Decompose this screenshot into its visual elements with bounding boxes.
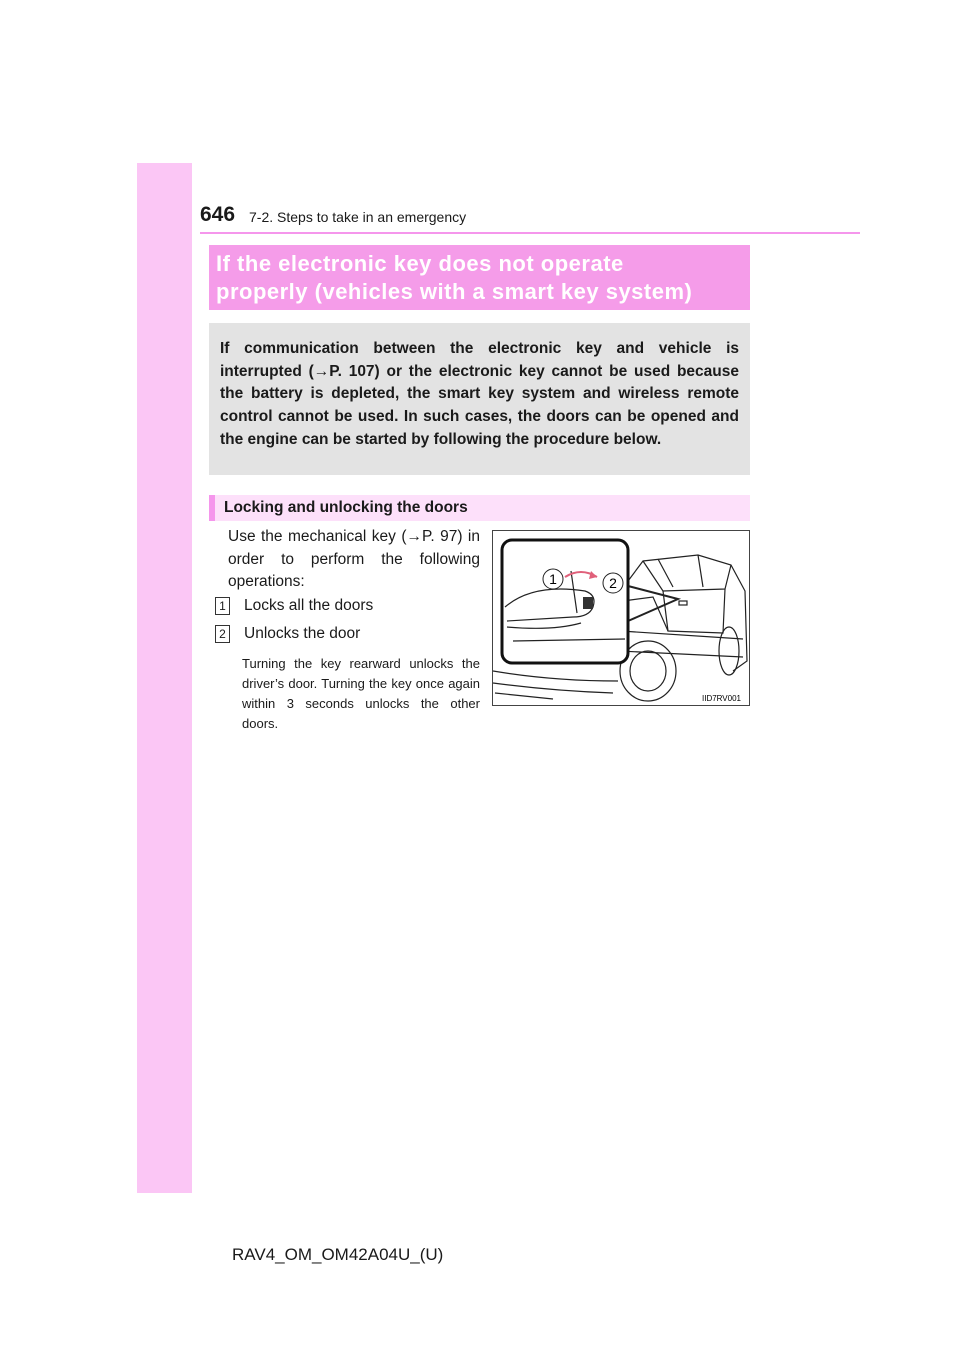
title-line-1: If the electronic key does not operate — [216, 251, 624, 276]
step-number-badge: 1 — [215, 597, 230, 615]
header-divider — [200, 232, 860, 234]
step-label: Unlocks the door — [244, 625, 361, 642]
step-label: Locks all the doors — [244, 597, 374, 614]
callout-1: 1 — [549, 571, 557, 587]
body-paragraph: Use the mechanical key (→P. 97) in order to perform the following operations: — [228, 528, 480, 590]
step-2 — [215, 625, 360, 643]
body-text — [228, 526, 480, 594]
title-line-2: properly (vehicles with a smart key system) — [216, 279, 693, 304]
page-footer: RAV4_OM_OM42A04U_(U) — [232, 1245, 444, 1264]
door-key-illustration — [492, 530, 750, 706]
side-tab-bar — [137, 163, 192, 1193]
step-number-badge: 2 — [215, 625, 230, 643]
page-number: 646 — [200, 203, 236, 226]
note-text: Turning the key rearward unlocks the driver’s door. Turning the key once again within 3 seconds unlocks the other doors. — [242, 656, 480, 731]
car-door-illustration — [493, 531, 749, 705]
section-heading: Locking and unlocking the doors — [209, 495, 750, 521]
page-title — [209, 245, 750, 310]
callout-2: 2 — [609, 575, 617, 591]
figure-code: IID7RV001 — [702, 694, 741, 703]
step-1 — [215, 597, 373, 615]
intro-box — [209, 323, 750, 475]
section-reference: 7-2. Steps to take in an emergency — [249, 209, 467, 225]
intro-text: If communication between the electronic key and vehicle is interrupted (→P. 107) or the electronic key cannot be used because the battery is depleted, the smart key system and wireless remote control cannot be used. In such cases, the doors can be opened and the engine can be started by following the procedure below. — [220, 340, 739, 448]
